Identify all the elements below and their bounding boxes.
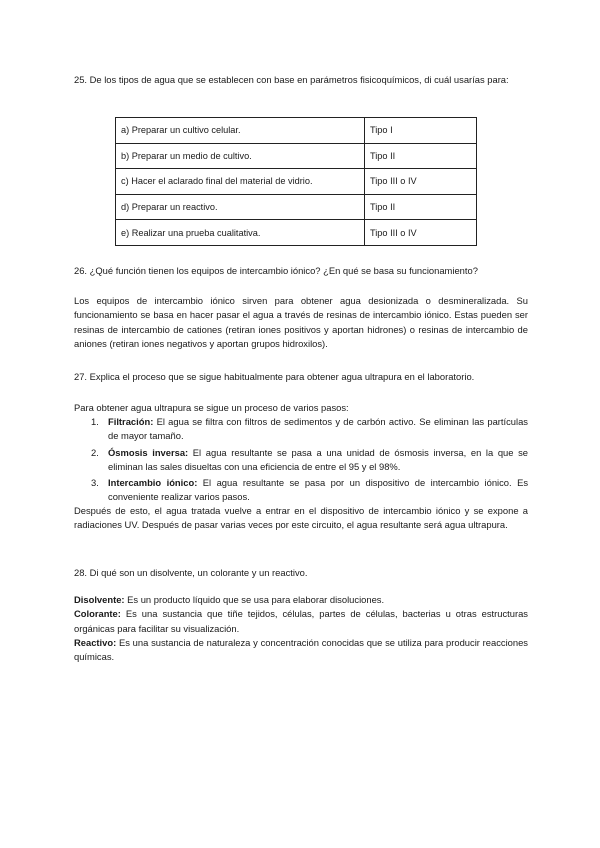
step-number: 2.: [91, 446, 99, 458]
table-cell-type: Tipo I: [365, 118, 477, 144]
table-cell-type: Tipo II: [365, 143, 477, 169]
water-type-table: [115, 117, 477, 246]
step-number: 1.: [91, 416, 99, 427]
question-27-closing: Después de esto, el agua tratada vuelve a entrar en el dispositivo de intercambio iónico y se expone a radiaciones UV. Después de pasar varias veces por este circuito, el agua resultante será agua ultrapura.: [74, 505, 528, 531]
table-row: [116, 118, 477, 144]
definition-text: Es una sustancia que tiñe tejidos, células, partes de células, bacterias u otras estructuras orgánicas para facilitar su visualización.: [74, 608, 528, 634]
definition-term: Colorante:: [74, 608, 121, 620]
table-cell-use: b) Preparar un medio de cultivo.: [116, 143, 365, 169]
step-text: El agua resultante se pasa a una unidad de ósmosis inversa, en la que se eliminan las sales disueltas con una eficiencia de entre el 95 y el 98%.: [108, 446, 528, 472]
definitions-list: [74, 593, 528, 664]
table-cell-use: a) Preparar un cultivo celular.: [116, 118, 365, 144]
table-cell-type: Tipo III o IV: [365, 220, 477, 246]
process-steps-list: [74, 415, 528, 507]
table-cell-use: e) Realizar una prueba cualitativa.: [116, 220, 365, 246]
step-number: 3.: [91, 477, 99, 489]
question-26-answer: Los equipos de intercambio iónico sirven para obtener agua desionizada o desmineralizada. Su funcionamiento se basa en hacer pasar el agua a través de resinas de intercambio iónico. Estas pueden ser resinas de intercambio de cationes (retiran iones positivos y aportan hidrones) o resinas de intercambio de aniones (retiran iones negativos y aportan grupos hidroxilos).: [74, 295, 528, 349]
question-27-intro: Para obtener agua ultrapura se sigue un proceso de varios pasos:: [74, 402, 349, 413]
step-text: El agua resultante se pasa por un dispositivo de intercambio iónico. Es conveniente realizar varios pasos.: [108, 477, 529, 503]
table-row: [116, 143, 477, 169]
list-item: [91, 476, 529, 505]
question-27-heading: 27. Explica el proceso que se sigue habitualmente para obtener agua ultrapura en el laboratorio.: [74, 371, 475, 382]
definition-text: Es un producto líquido que se usa para elaborar disoluciones.: [124, 594, 385, 605]
table-cell-type: Tipo III o IV: [365, 169, 477, 195]
list-item: [91, 446, 528, 475]
table-cell-use: c) Hacer el aclarado final del material de vidrio.: [116, 169, 365, 195]
step-term: Intercambio iónico:: [108, 477, 198, 489]
list-item: [74, 636, 528, 665]
step-term: Filtración:: [108, 416, 154, 427]
question-26-heading: 26. ¿Qué función tienen los equipos de intercambio iónico? ¿En qué se basa su funcionamiento?: [74, 265, 478, 276]
question-28-heading: 28. Di qué son un disolvente, un colorante y un reactivo.: [74, 567, 308, 578]
table-row: [116, 194, 477, 220]
table-cell-use: d) Preparar un reactivo.: [116, 194, 365, 220]
definition-text: Es una sustancia de naturaleza y concentración conocidas que se utiliza para producir reacciones químicas.: [74, 636, 528, 663]
table-cell-type: Tipo II: [365, 194, 477, 220]
question-25-heading: 25. De los tipos de agua que se establecen con base en parámetros fisicoquímicos, di cuál usarías para:: [74, 74, 509, 85]
table-row: [116, 220, 477, 246]
list-item: [74, 593, 528, 607]
list-item: [74, 607, 528, 636]
step-text: El agua se filtra con filtros de sedimentos y de carbón activo. Se eliminan las partículas de mayor tamaño.: [108, 416, 528, 442]
definition-term: Disolvente:: [74, 594, 125, 605]
list-item: [91, 415, 528, 444]
table-row: [116, 169, 477, 195]
definition-term: Reactivo:: [74, 636, 117, 648]
step-term: Ósmosis inversa:: [108, 446, 189, 458]
